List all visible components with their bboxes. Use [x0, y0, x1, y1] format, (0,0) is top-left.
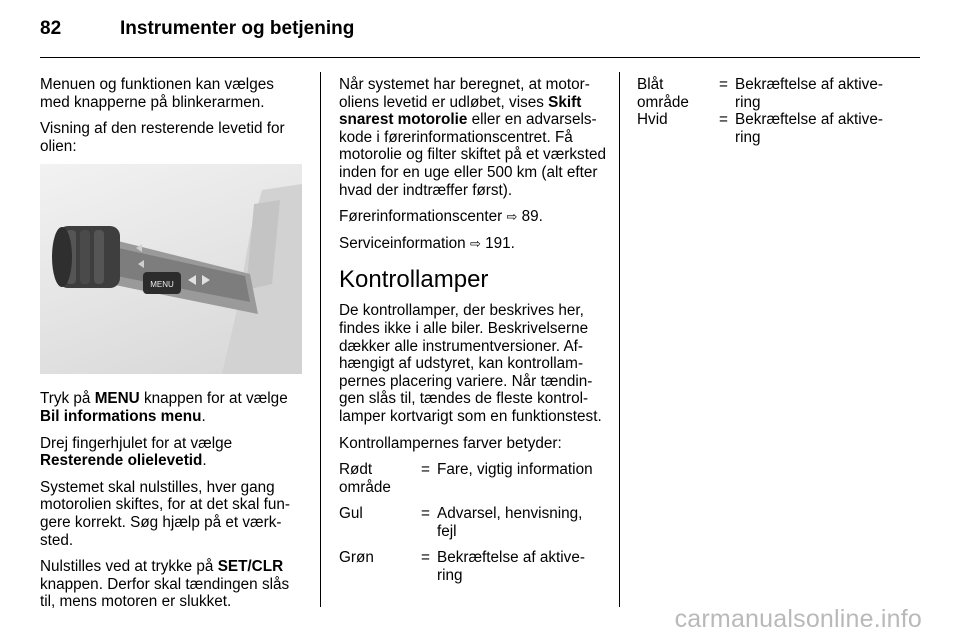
set-clr-paragraph: Nulstilles ved at trykke på SET/CLR knappen. Derfor skal tændingen slås til, mens motoren er slukket.: [40, 558, 290, 611]
site-watermark: carmanualsonline.info: [674, 605, 922, 633]
warning-lights-paragraph: De kontrollamper, der beskrives her, findes ikke i alle biler. Beskrivelserne dækker alle instrumentversioner. Afhængigt af udstyret, kan kontrollampernes placering variere. Når tændingen slås til, tændes de fleste kontrollamper kortvarigt som en funktionstest.: [339, 302, 602, 425]
legend-row: [637, 111, 903, 146]
legend-equals: =: [421, 505, 430, 523]
color-legend-table-continued: [637, 76, 903, 146]
driver-info-reference[interactable]: Førerinformationscenter ⇨ 89.: [339, 208, 543, 226]
legend-equals: =: [719, 111, 728, 129]
legend-color: Grøn: [339, 549, 374, 567]
bil-informations-menu-label: Bil informations menu: [40, 407, 202, 425]
skift-snarest-label: Skift snarest motorolie: [339, 93, 582, 129]
section-heading: Kontrollamper: [339, 266, 489, 294]
column-3: [637, 76, 905, 150]
legend-equals: =: [421, 549, 430, 567]
column-divider-2: [619, 72, 620, 607]
resterende-olielevetid-label: Resterende olielevetid: [40, 452, 203, 470]
service-info-reference[interactable]: Serviceinformation ⇨ 191.: [339, 234, 515, 252]
legend-row: [339, 549, 605, 584]
reference-arrow-icon: ⇨: [506, 209, 518, 225]
legend-row: [637, 76, 903, 111]
oil-life-paragraph: Visning af den resterende levetid for olien:: [40, 120, 285, 155]
lever-illustration: [40, 164, 302, 374]
menu-button-label: MENU: [150, 280, 174, 290]
column-1: [40, 76, 306, 620]
header-rule: [40, 57, 920, 58]
legend-meaning: Fare, vigtig information: [437, 461, 593, 479]
legend-color: Rødt område: [339, 461, 391, 496]
legend-row: [339, 461, 605, 496]
page-title: Instrumenter og betjening: [120, 18, 355, 39]
set-clr-label: SET/CLR: [217, 558, 284, 576]
intro-paragraph: Menuen og funktionen kan vælges med knapperne på blinkerarmen.: [40, 76, 274, 111]
menu-key-label: MENU: [94, 390, 140, 408]
legend-equals: =: [421, 461, 430, 479]
thumbwheel-instruction: Drej fingerhjulet for at vælge Resterende olielevetid.: [40, 434, 233, 470]
legend-row: [339, 505, 605, 540]
legend-color: Hvid: [637, 111, 668, 129]
legend-meaning: Bekræftelse af aktivering: [735, 111, 883, 146]
page-header: [40, 18, 920, 52]
column-divider-1: [320, 72, 321, 607]
reset-paragraph: Systemet skal nulstilles, hver gang motorolien skiftes, for at det skal fungere korrekt. Søg hjælp på et værksted.: [40, 478, 290, 549]
column-2: [339, 76, 607, 589]
oil-change-paragraph: Når systemet har beregnet, at motoroliens levetid er udløbet, vises Skift snarest motorolie eller en advarselskode i førerinformationscentret. Få motorolie og filter skiftet på et værksted inden for en uge eller 500 km (alt efter hvad der indtræffer først).: [339, 76, 606, 199]
reference-arrow-icon: ⇨: [469, 235, 481, 251]
legend-meaning: Bekræftelse af aktivering: [437, 549, 585, 585]
legend-meaning: Bekræftelse af aktivering: [735, 76, 883, 111]
legend-color: Gul: [339, 505, 363, 523]
menu-instruction: Tryk på MENU knappen for at vælge Bil informations menu.: [40, 390, 288, 425]
legend-meaning: Advarsel, henvisning, fejl: [437, 505, 583, 540]
legend-equals: =: [719, 76, 728, 93]
page-number: 82: [40, 18, 62, 39]
turn-signal-lever-figure: [40, 164, 302, 374]
color-legend-table: [339, 461, 605, 585]
legend-color: Blåt område: [637, 76, 689, 111]
colors-intro: Kontrollampernes farver betyder:: [339, 434, 562, 452]
